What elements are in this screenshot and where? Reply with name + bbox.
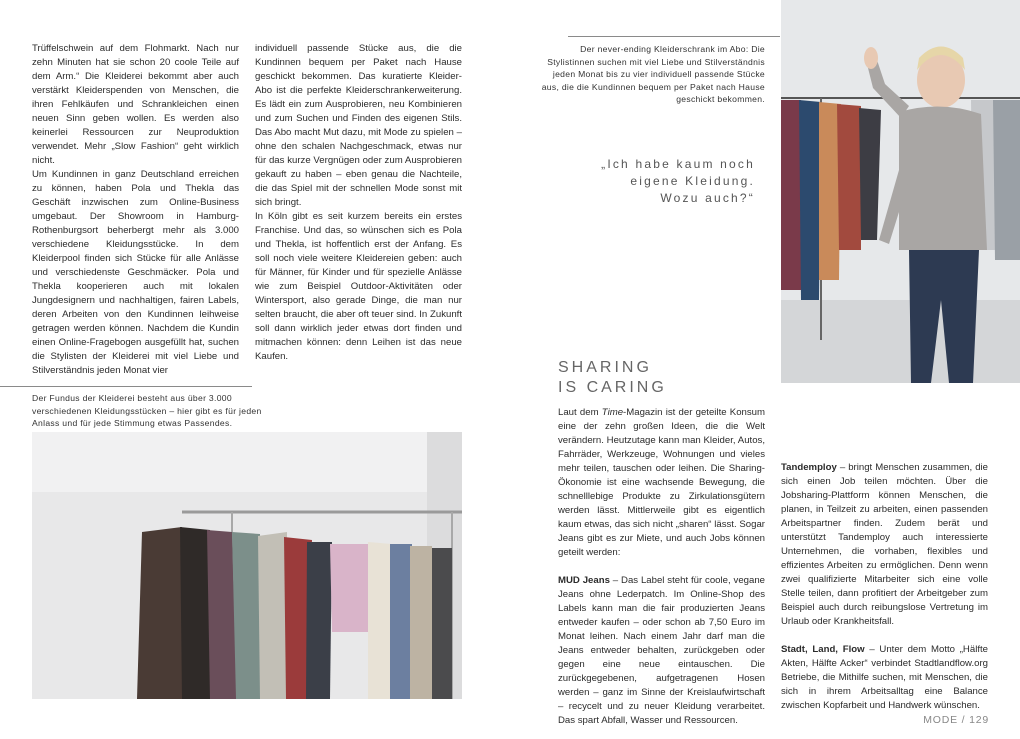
brand-name: Stadt, Land, Flow xyxy=(781,644,865,655)
paragraph xyxy=(781,643,988,713)
photo-caption-top: Der never-ending Kleiderschrank im Abo: Die Stylistinnen suchen mit viel Liebe und Stilverständnis jeden Monat bis zu vier individuell passende Stücke aus, die die Kundinnen bequem per Paket nach Hause geschickt bekommen. xyxy=(541,44,765,104)
heading-line: SHARING xyxy=(558,359,652,376)
paragraph: Um Kundinnen in ganz Deutschland erreichen zu können, haben Pola und Thekla das Geschäft inzwischen zum Online-Business umgebaut. Der Showroom in Hamburg-Rothenburgsort beherbergt mehr als 3.000 verschiedene Kleidungsstücke. In dem Kleiderpool finden sich Stücke für alle Anlässe und verschiedenste Geschmäcker. Pola und Thekla kooperieren auch mit lokalen Jungdesignern und nachhaltigen, fairen Labels, deren Arbeiten von den Kundinnen leihweise getragen werden können. Nachdem die Kundin einen Online-Fragebogen ausgefüllt hat, suchen die Stylisten der Kleiderei mit viel Liebe und Stilverständnis jeden Monat vier xyxy=(32,169,239,376)
section-heading xyxy=(558,358,667,398)
text-run: -Magazin ist der geteilte Konsum eine der zehn großen Ideen, die die Welt verändern. Heutzutage kann man Kleider, Autos, Fahrräder, Werkzeuge, Wohnungen und vieles mehr teilen, tauschen oder leihen. Die Sharing-Ökonomie ist eine wachsende Bewegung, die schnelllebige Produkte zu Zirkulationsgütern werden lässt. Mittlerweile gibt es eigentlich kaum etwas, das sich nicht „sharen“ lässt. Sogar Jeans gibt es zur Miete, und auch Jobs können geteilt werden: xyxy=(558,407,765,558)
text-run: – Das Label steht für coole, vegane Jeans ohne Lederpatch. Im Online-Shop des Labels kann man die fair produzierten Jeans entweder kaufen – oder schon ab 7,50 Euro im Monat leihen. Nach einem Jahr darf man die Jeans entweder behalten, zurückgeben oder gegen eine neue eintauschen. Die zurückgegebenen, aufgetragenen Hosen werden – ganz im Sinne der Kreislaufwirtschaft – recycelt und zu neuer Kleidung verarbeitet. Das spart Abfall, Wasser und Ressourcen. xyxy=(558,575,765,726)
paragraph xyxy=(558,574,765,728)
body-column-4 xyxy=(781,461,988,713)
caption-rule xyxy=(0,386,252,387)
paragraph xyxy=(558,406,765,560)
body-column-1 xyxy=(32,42,239,378)
photo-clothing-rack xyxy=(32,432,462,699)
caption-rule xyxy=(568,36,780,37)
pull-quote: „Ich habe kaum noch eigene Kleidung. Wozu auch?“ xyxy=(601,157,755,205)
paragraph: individuell passende Stücke aus, die die Kundinnen bequem per Paket nach Hause geschickt bekommen. Das kuratierte Kleider-Abo ist die perfekte Kleiderschrankerweiterung. Es lädt ein zum Ausprobieren, neu Kombinieren und zum Suchen und Finden des eigenen Stils. Das Abo macht Mut dazu, mit Mode zu spielen – ohne den schalen Nachgeschmack, etwas nur für das kurze Vergnügen oder zum Ausprobieren gekauft zu haben – eben genau die Nachteile, die das Spiel mit der schnellen Mode sonst mit sich bringt. xyxy=(255,43,462,208)
photo-caption-rack: Der Fundus der Kleiderei besteht aus über 3.000 verschiedenen Kleidungsstücken – hier gibt es für jeden Anlass und für jede Stimmung etwas Passendes. xyxy=(32,393,262,428)
paragraph: Trüffelschwein auf dem Flohmarkt. Nach nur zehn Minuten hat sie schon 20 coole Teile auf dem Arm.“ Die Kleiderei bekommt aber auch verstärkt Kleiderspenden von Menschen, die ihren Fehlkäufen und Schrankleichen einen neuen Sinn geben wollen. Es werden also keinerlei Ressourcen zur Neuproduktion verwendet. Mehr „Slow Fashion“ geht wirklich nicht. xyxy=(32,43,239,166)
brand-name: Tandemploy xyxy=(781,462,837,473)
spacer xyxy=(558,560,765,574)
heading-line: IS CARING xyxy=(558,379,667,396)
text-run: Laut dem xyxy=(558,407,602,418)
text-run: – Unter dem Motto „Hälfte Akten, Hälfte Acker“ verbindet Stadtlandflow.org Betriebe, die Mithilfe suchen, mit Menschen, die sich in ihrem Arbeitsalltag eine Balance zwischen Kopfarbeit und Handwerk wünschen. xyxy=(781,644,988,711)
body-column-3 xyxy=(558,406,765,728)
magazine-name: Time xyxy=(601,407,624,418)
spacer xyxy=(781,629,988,643)
page-footer: MODE / 129 xyxy=(923,714,989,726)
text-run: – bringt Menschen zusammen, die sich einen Job teilen möchten. Über die Jobsharing-Plattform können Menschen, die planen, in Teilzeit zu arbeiten, einen passenden Arbeitspartner finden. Zudem berät und unterstützt Tandemploy auch interessierte Unternehmen, die vorhaben, flexibles und effizientes Arbeiten zu ermöglichen. Denn wenn zwei qualifizierte Mitarbeiter sich eine volle Stelle teilen, dann profitiert der Arbeitgeber zum Beispiel auch durch reibungslose Vertretung im Urlaub oder Krankheitsfall. xyxy=(781,462,988,627)
brand-name: MUD Jeans xyxy=(558,575,610,586)
paragraph xyxy=(781,461,988,629)
body-column-2 xyxy=(255,42,462,364)
photo-woman-at-rack xyxy=(781,0,1020,383)
paragraph: In Köln gibt es seit kurzem bereits ein erstes Franchise. Und das, so wünschen sich es Pola und Thekla, ist hoffentlich erst der Anfang. Es soll noch viele weitere Kleidereien geben: auch für Männer, für Kinder und für spezielle Anlässe wie zum Beispiel Outdoor-Aktivitäten oder Wintersport, also gerade Dinge, die man nur selten braucht, die aber oft teuer sind. In Zukunft soll dann wirklich jeder etwas dort finden und mitmachen können: denn Leihen ist das neue Kaufen. xyxy=(255,211,462,362)
